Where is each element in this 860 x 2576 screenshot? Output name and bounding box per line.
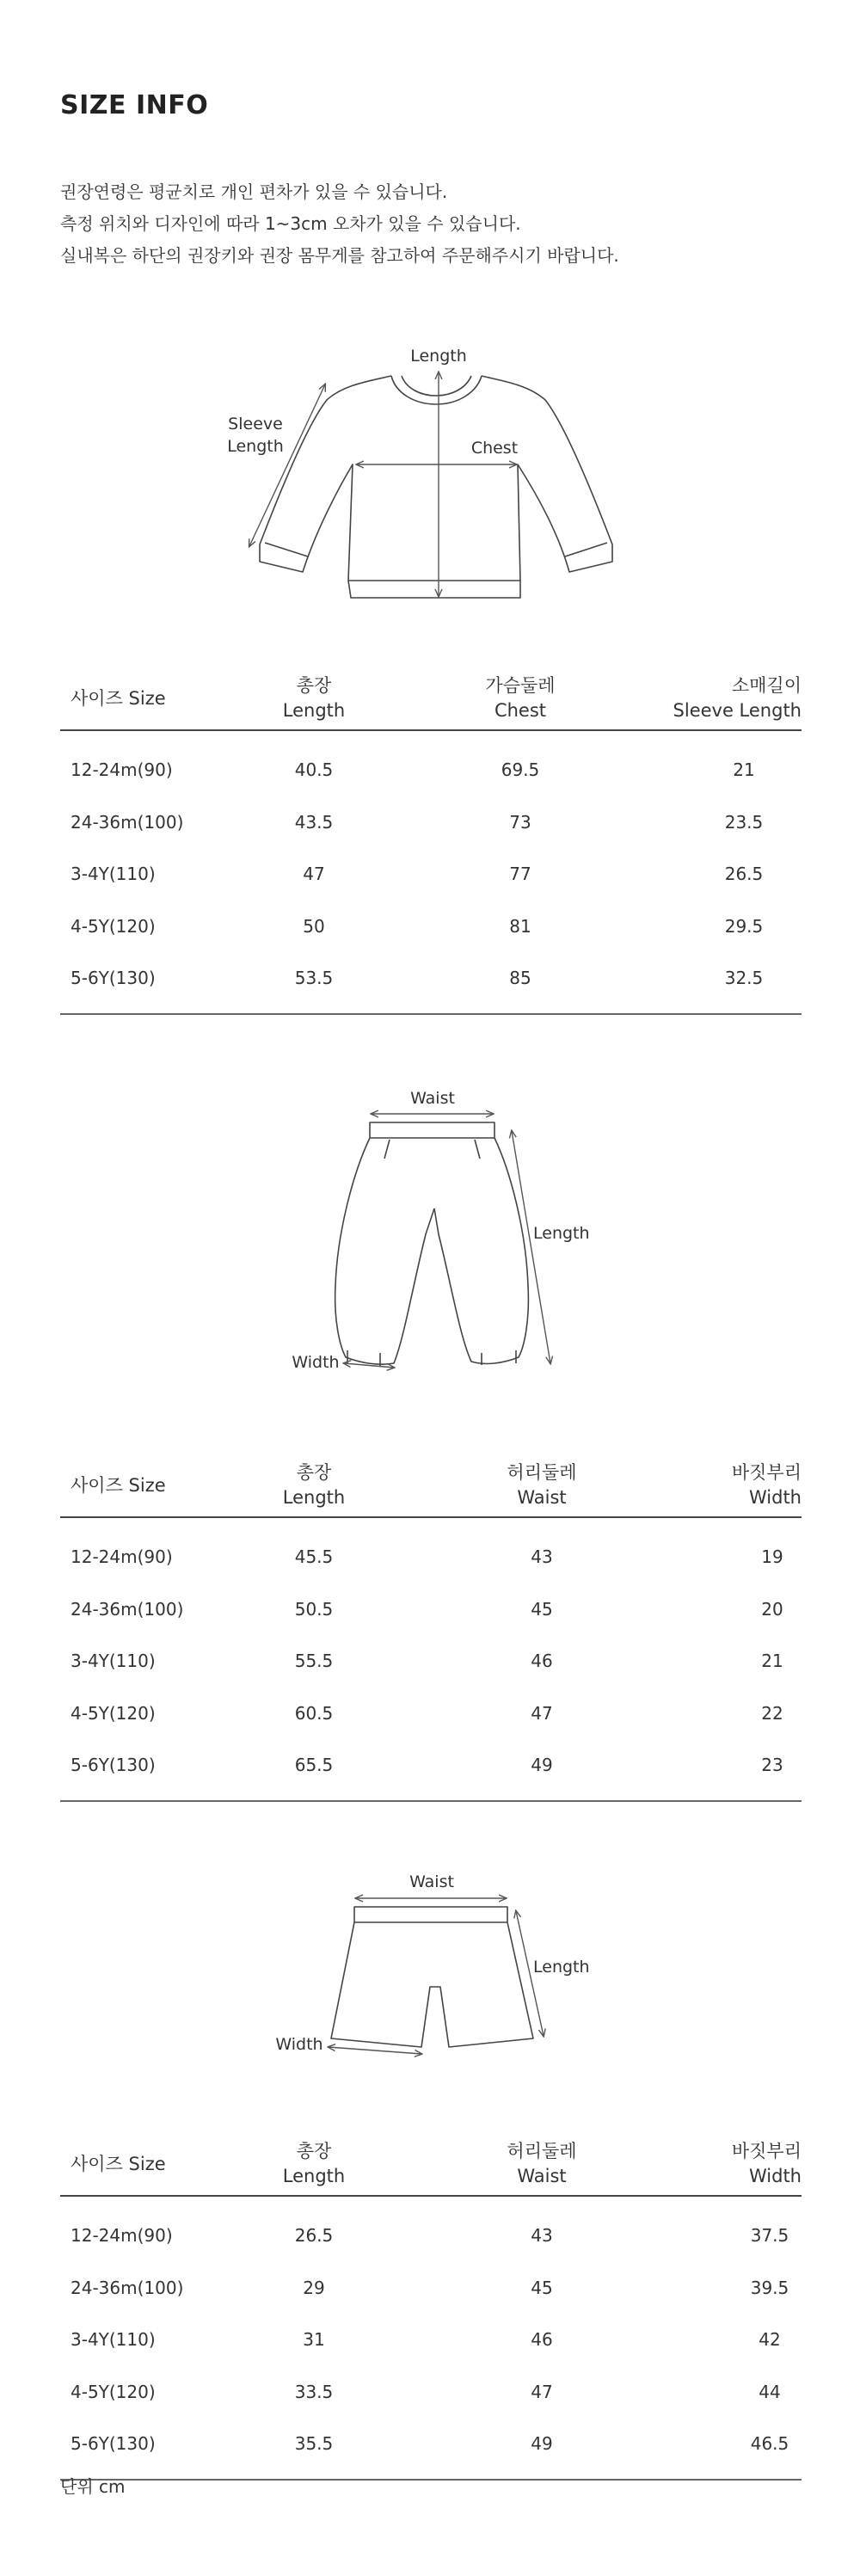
note-line: 실내복은 하단의 권장키와 권장 몸무게를 참고하여 주문해주시기 바랍니다. [60, 245, 619, 266]
table-row: 12-24m(90) 45.5 43 19 [71, 1546, 783, 1567]
shorts-length-label: Length [533, 1958, 590, 1977]
shorts-width-label: Width [275, 2035, 323, 2054]
table-row: 12-24m(90) 26.5 43 37.5 [71, 2225, 789, 2246]
pants-width-label: Width [292, 1353, 340, 1372]
table-row: 3-4Y(110) 31 46 42 [71, 2329, 781, 2350]
top-collar [391, 376, 482, 404]
shorts-garment-diagram [0, 1866, 860, 2064]
size-notes [60, 176, 619, 272]
table-header [60, 667, 802, 731]
table-body [60, 731, 802, 1015]
sleeve-label-1: Sleeve [228, 415, 283, 433]
header-waist: 허리둘레 Waist [507, 1462, 577, 1508]
table-row: 4-5Y(120) 60.5 47 22 [71, 1702, 783, 1724]
table-body [60, 2197, 802, 2481]
pants-right-leg [434, 1138, 528, 1363]
header-waist: 허리둘레 Waist [507, 2141, 577, 2186]
shorts-waistband [354, 1907, 507, 1922]
table-row: 3-4Y(110) 55.5 46 21 [71, 1651, 783, 1671]
top-size-table [60, 667, 802, 1015]
shorts-body [331, 1922, 533, 2047]
header-width: 바짓부리 Width [731, 1462, 802, 1508]
table-row: 4-5Y(120) 50 81 29.5 [71, 915, 764, 937]
pants-length-arrow [512, 1131, 550, 1363]
table-row: 5-6Y(130) 53.5 85 32.5 [71, 968, 764, 988]
table-row: 3-4Y(110) 47 77 26.5 [71, 864, 764, 884]
shorts-waist-label: Waist [409, 1872, 454, 1891]
length-label: Length [410, 347, 467, 366]
header-width: 바짓부리 Width [731, 2141, 802, 2186]
table-row: 24-36m(100) 50.5 45 20 [71, 1598, 783, 1620]
top-body-outline [260, 376, 612, 598]
header-length: 총장 Length [282, 675, 346, 721]
table-header [60, 2133, 802, 2197]
note-line: 측정 위치와 디자인에 따라 1~3cm 오차가 있을 수 있습니다. [60, 213, 521, 234]
table-header [60, 1454, 802, 1518]
header-size: 사이즈 Size [71, 1474, 166, 1496]
table-body [60, 1518, 802, 1802]
unit-note: 단위 cm [60, 2476, 126, 2497]
pants-waistband [370, 1122, 494, 1138]
table-row: 12-24m(90) 40.5 69.5 21 [71, 759, 755, 780]
header-length: 총장 Length [282, 2141, 346, 2186]
shorts-size-table [60, 2133, 802, 2481]
table-row: 24-36m(100) 43.5 73 23.5 [71, 811, 764, 833]
table-row: 5-6Y(130) 35.5 49 46.5 [71, 2433, 789, 2454]
sleeve-arrow [249, 384, 325, 546]
note-line: 권장연령은 평균치로 개인 편차가 있을 수 있습니다. [60, 181, 448, 202]
pants-size-table [60, 1454, 802, 1802]
table-row: 5-6Y(130) 65.5 49 23 [71, 1755, 783, 1775]
table-row: 24-36m(100) 29 45 39.5 [71, 2277, 789, 2298]
header-length: 총장 Length [282, 1462, 346, 1508]
pants-left-leg [335, 1138, 434, 1364]
top-garment-diagram [0, 340, 860, 611]
table-row: 4-5Y(120) 33.5 47 44 [71, 2381, 781, 2402]
pants-garment-diagram [0, 1079, 860, 1389]
shorts-width-arrow [329, 2047, 421, 2054]
header-chest: 가슴둘레 Chest [485, 675, 556, 721]
page-title: SIZE INFO [60, 90, 209, 120]
pants-length-label: Length [533, 1224, 590, 1243]
header-sleeve-length: 소매길이 Sleeve Length [673, 675, 802, 721]
sleeve-label-2: Length [227, 437, 284, 456]
waist-label: Waist [410, 1089, 455, 1108]
header-size: 사이즈 Size [71, 2153, 166, 2174]
chest-label: Chest [470, 439, 519, 458]
header-size: 사이즈 Size [71, 687, 166, 709]
